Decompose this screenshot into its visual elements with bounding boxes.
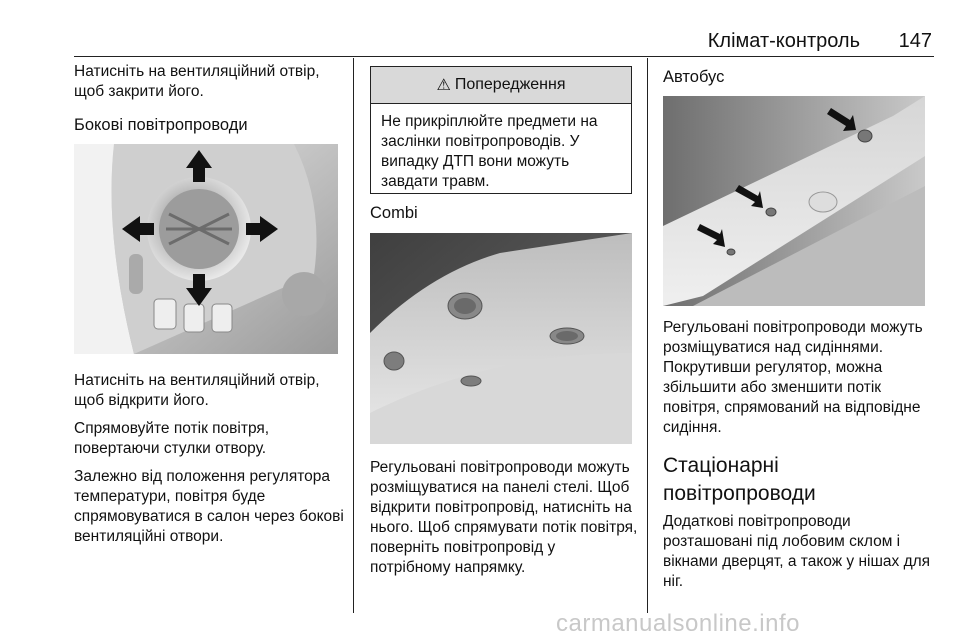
bus-heading-wrap xyxy=(663,68,933,87)
bus-ceiling-illustration xyxy=(663,96,925,306)
side-vents-heading: Бокові повітропроводи xyxy=(74,116,248,134)
section-title: Клімат-контроль xyxy=(707,30,860,52)
warning-icon: ⚠ xyxy=(436,77,451,94)
column-divider-2 xyxy=(647,58,648,613)
open-vent-paragraph: Натисніть на вентиляційний отвір, щоб відкрити його. xyxy=(74,372,320,409)
warning-header xyxy=(371,67,631,104)
watermark: carmanualsonline.info xyxy=(556,610,800,637)
fixed-vents-heading: Стаціонарні повітропроводи xyxy=(663,454,816,505)
combi-ceiling-illustration xyxy=(370,233,632,444)
temperature-paragraph: Залежно від положення регулятора температури, повітря буде спрямовуватися в салон через бокові вентиляційні отвори. xyxy=(74,468,344,545)
bus-paragraph: Регульовані повітропроводи можуть розміщуватися над сидіннями. Покрутивши регулятор, можна збільшити або зменшити потік повітря, спрямований на відповідне сидіння. xyxy=(663,319,923,436)
fixed-vents-paragraph: Додаткові повітропроводи розташовані під лобовим склом і вікнами дверцят, а також у нішах для ніг. xyxy=(663,513,931,590)
column-1 xyxy=(74,62,344,135)
column-1-body xyxy=(74,371,346,547)
combi-text-wrap xyxy=(370,458,640,578)
direct-airflow-paragraph: Спрямовуйте потік повітря, повертаючи стулки отвору. xyxy=(74,420,270,457)
bus-heading: Автобус xyxy=(663,68,725,86)
column-3-body xyxy=(663,318,935,592)
combi-heading: Combi xyxy=(370,204,418,222)
page-number: 147 xyxy=(898,30,932,52)
column-divider-1 xyxy=(353,58,354,613)
warning-text: Не прикріплюйте предмети на заслінки повітропроводів. У випадку ДТП вони можуть завдати травм. xyxy=(381,113,598,190)
header-rule xyxy=(74,56,934,57)
combi-paragraph: Регульовані повітропроводи можуть розміщуватися на панелі стелі. Щоб відкрити повітропровід, натисніть на нього. Щоб спрямувати потік повітря, поверніть повітропровід у потрібному напрямку. xyxy=(370,459,638,576)
warning-box xyxy=(370,66,632,194)
combi-heading-wrap xyxy=(370,204,630,223)
warning-title: Попередження xyxy=(454,76,566,93)
intro-paragraph: Натисніть на вентиляційний отвір, щоб закрити його. xyxy=(74,63,320,100)
side-vent-illustration xyxy=(74,144,338,354)
